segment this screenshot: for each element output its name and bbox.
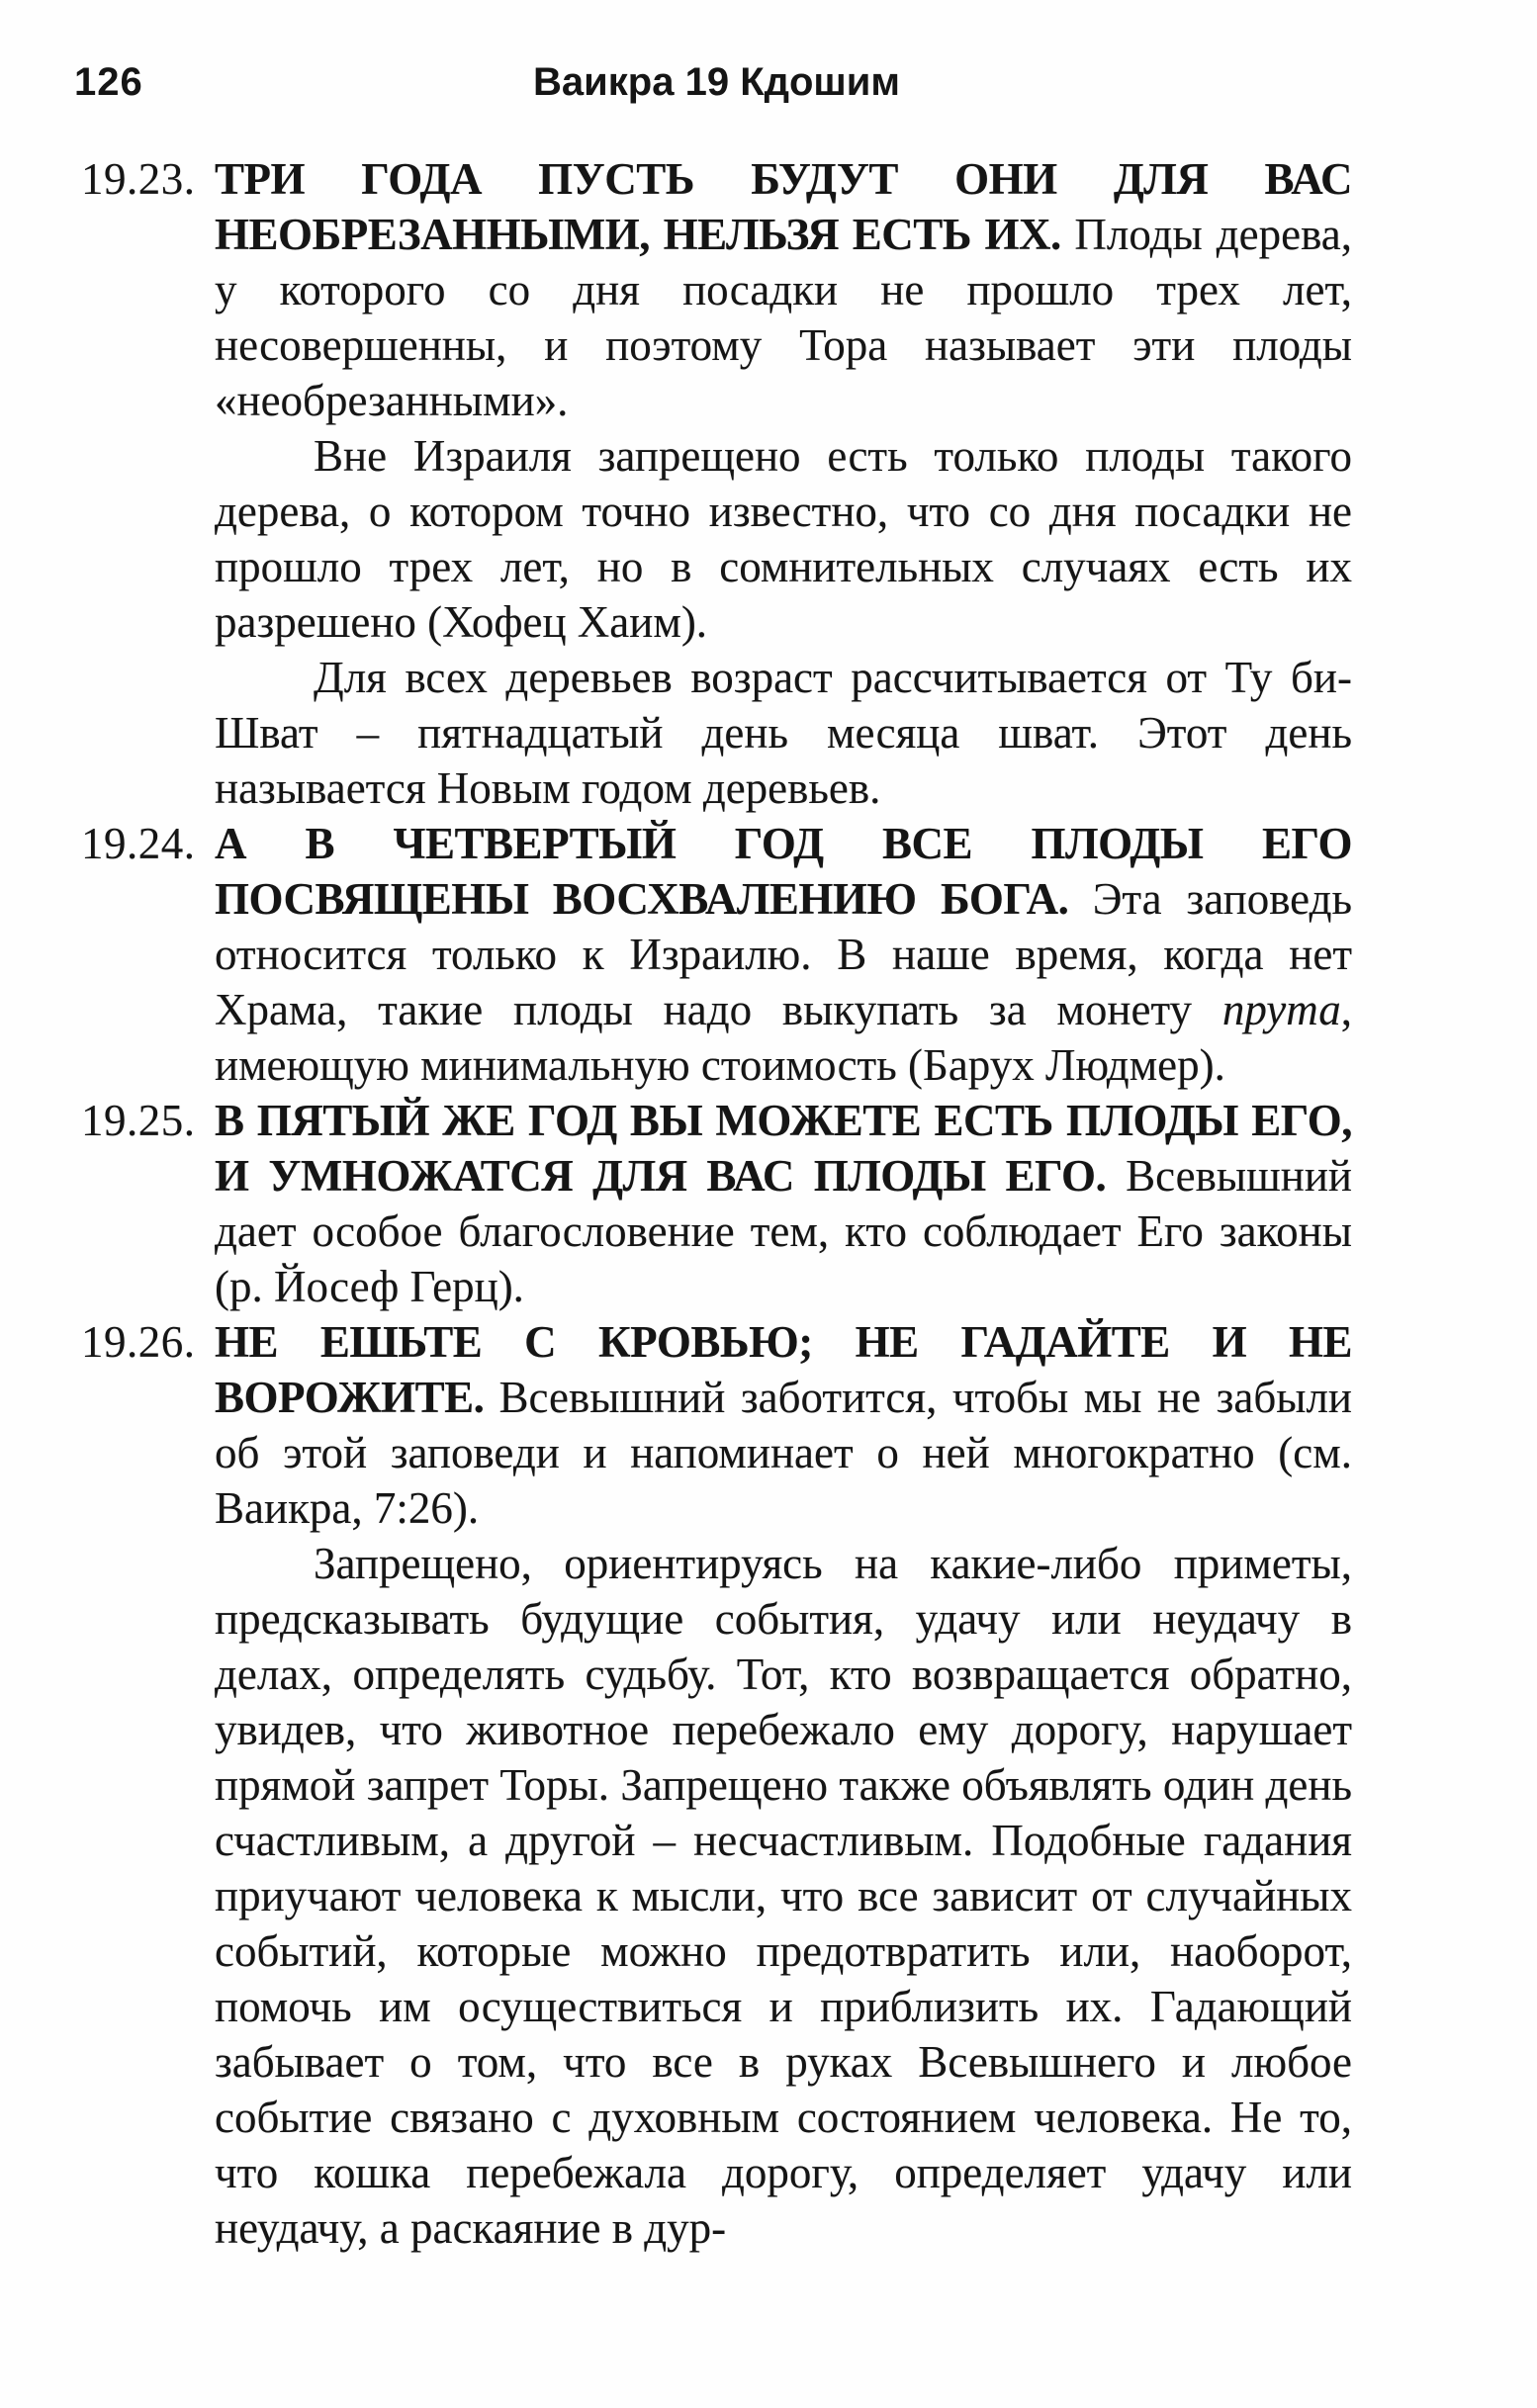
- commentary-text: Плоды дерева, у которого со дня посадки не прошло трех лет, несовершенны, и поэтому Тора называет эти плоды «необрезанными».: [215, 210, 1353, 425]
- verse-paragraph: [81, 816, 1352, 1093]
- verse-number: 19.25.: [81, 1096, 196, 1145]
- commentary-text: Всевышний заботится, чтобы мы не забыли об этой заповеди и напоминает о ней многократно (см. Ваикра, 7:26).: [215, 1373, 1353, 1533]
- commentary-text: Эта заповедь относится только к Израилю. В наше время, когда нет Храма, такие плоды надо выкупать за монету: [215, 874, 1352, 1034]
- verse-paragraph: [81, 1093, 1352, 1314]
- chapter-header: Ваикра 19 Кдошим: [533, 60, 900, 104]
- commentary-text: Для всех деревьев возраст рассчитывается от Ту би-Шват – пятнадцатый день месяца шват. Этот день называется Новым годом деревьев.: [215, 653, 1352, 813]
- verse-text-bold: ТРИ ГОДА ПУСТЬ БУДУТ ОНИ ДЛЯ ВАС НЕОБРЕЗАННЫМИ, НЕЛЬЗЯ ЕСТЬ ИХ.: [215, 154, 1352, 259]
- page-header: [74, 60, 1352, 104]
- verse-paragraph: [81, 151, 1352, 428]
- verse-number: 19.23.: [81, 154, 196, 204]
- commentary-paragraph: [81, 650, 1352, 816]
- commentary-text: Вне Израиля запрещено есть только плоды такого дерева, о котором точно известно, что со дня посадки не прошло трех лет, но в сомнительных случаях есть их разрешено (Хофец Хаим).: [215, 431, 1352, 647]
- commentary-text: Всевышний дает особое благословение тем, кто соблюдает Его законы (р. Йосеф Герц).: [215, 1151, 1352, 1311]
- text-body: [81, 151, 1352, 2256]
- verse-text-bold: В ПЯТЫЙ ЖЕ ГОД ВЫ МОЖЕТЕ ЕСТЬ ПЛОДЫ ЕГО, И УМНОЖАТСЯ ДЛЯ ВАС ПЛОДЫ ЕГО.: [215, 1096, 1352, 1201]
- verse-text-bold: НЕ ЕШЬТЕ С КРОВЬЮ; НЕ ГАДАЙТЕ И НЕ ВОРОЖИТЕ.: [215, 1317, 1352, 1422]
- verse-text-bold: А В ЧЕТВЕРТЫЙ ГОД ВСЕ ПЛОДЫ ЕГО ПОСВЯЩЕНЫ ВОСХВАЛЕНИЮ БОГА.: [215, 819, 1352, 924]
- verse-paragraph: [81, 1314, 1352, 1536]
- commentary-text: Запрещено, ориентируясь на какие-либо приметы, предсказывать будущие события, удачу или неудачу в делах, определять судьбу. Тот, кто возвращается обратно, увидев, что животное перебежало ему дорогу, нарушает прямой запрет Торы. Запрещено также объявлять один день счастливым, а другой – несчастливым. Подобные гадания приучают человека к мысли, что все зависит от случайных событий, которые можно предотвратить или, наоборот, помочь им осуществиться и приблизить их. Гадающий забывает о том, что все в руках Всевышнего и любое событие связано с духовным состоянием человека. Не то, что кошка перебежала дорогу, определяет удачу или неудачу, а раскаяние в дур-: [215, 1539, 1352, 2253]
- verse-number: 19.24.: [81, 819, 196, 868]
- commentary-text: , имеющую минимальную стоимость (Барух Людмер).: [215, 985, 1352, 1090]
- verse-number: 19.26.: [81, 1317, 196, 1367]
- commentary-paragraph: [81, 1536, 1352, 2256]
- commentary-text: прута: [1221, 985, 1341, 1034]
- page-number: 126: [74, 60, 143, 104]
- commentary-paragraph: [81, 428, 1352, 650]
